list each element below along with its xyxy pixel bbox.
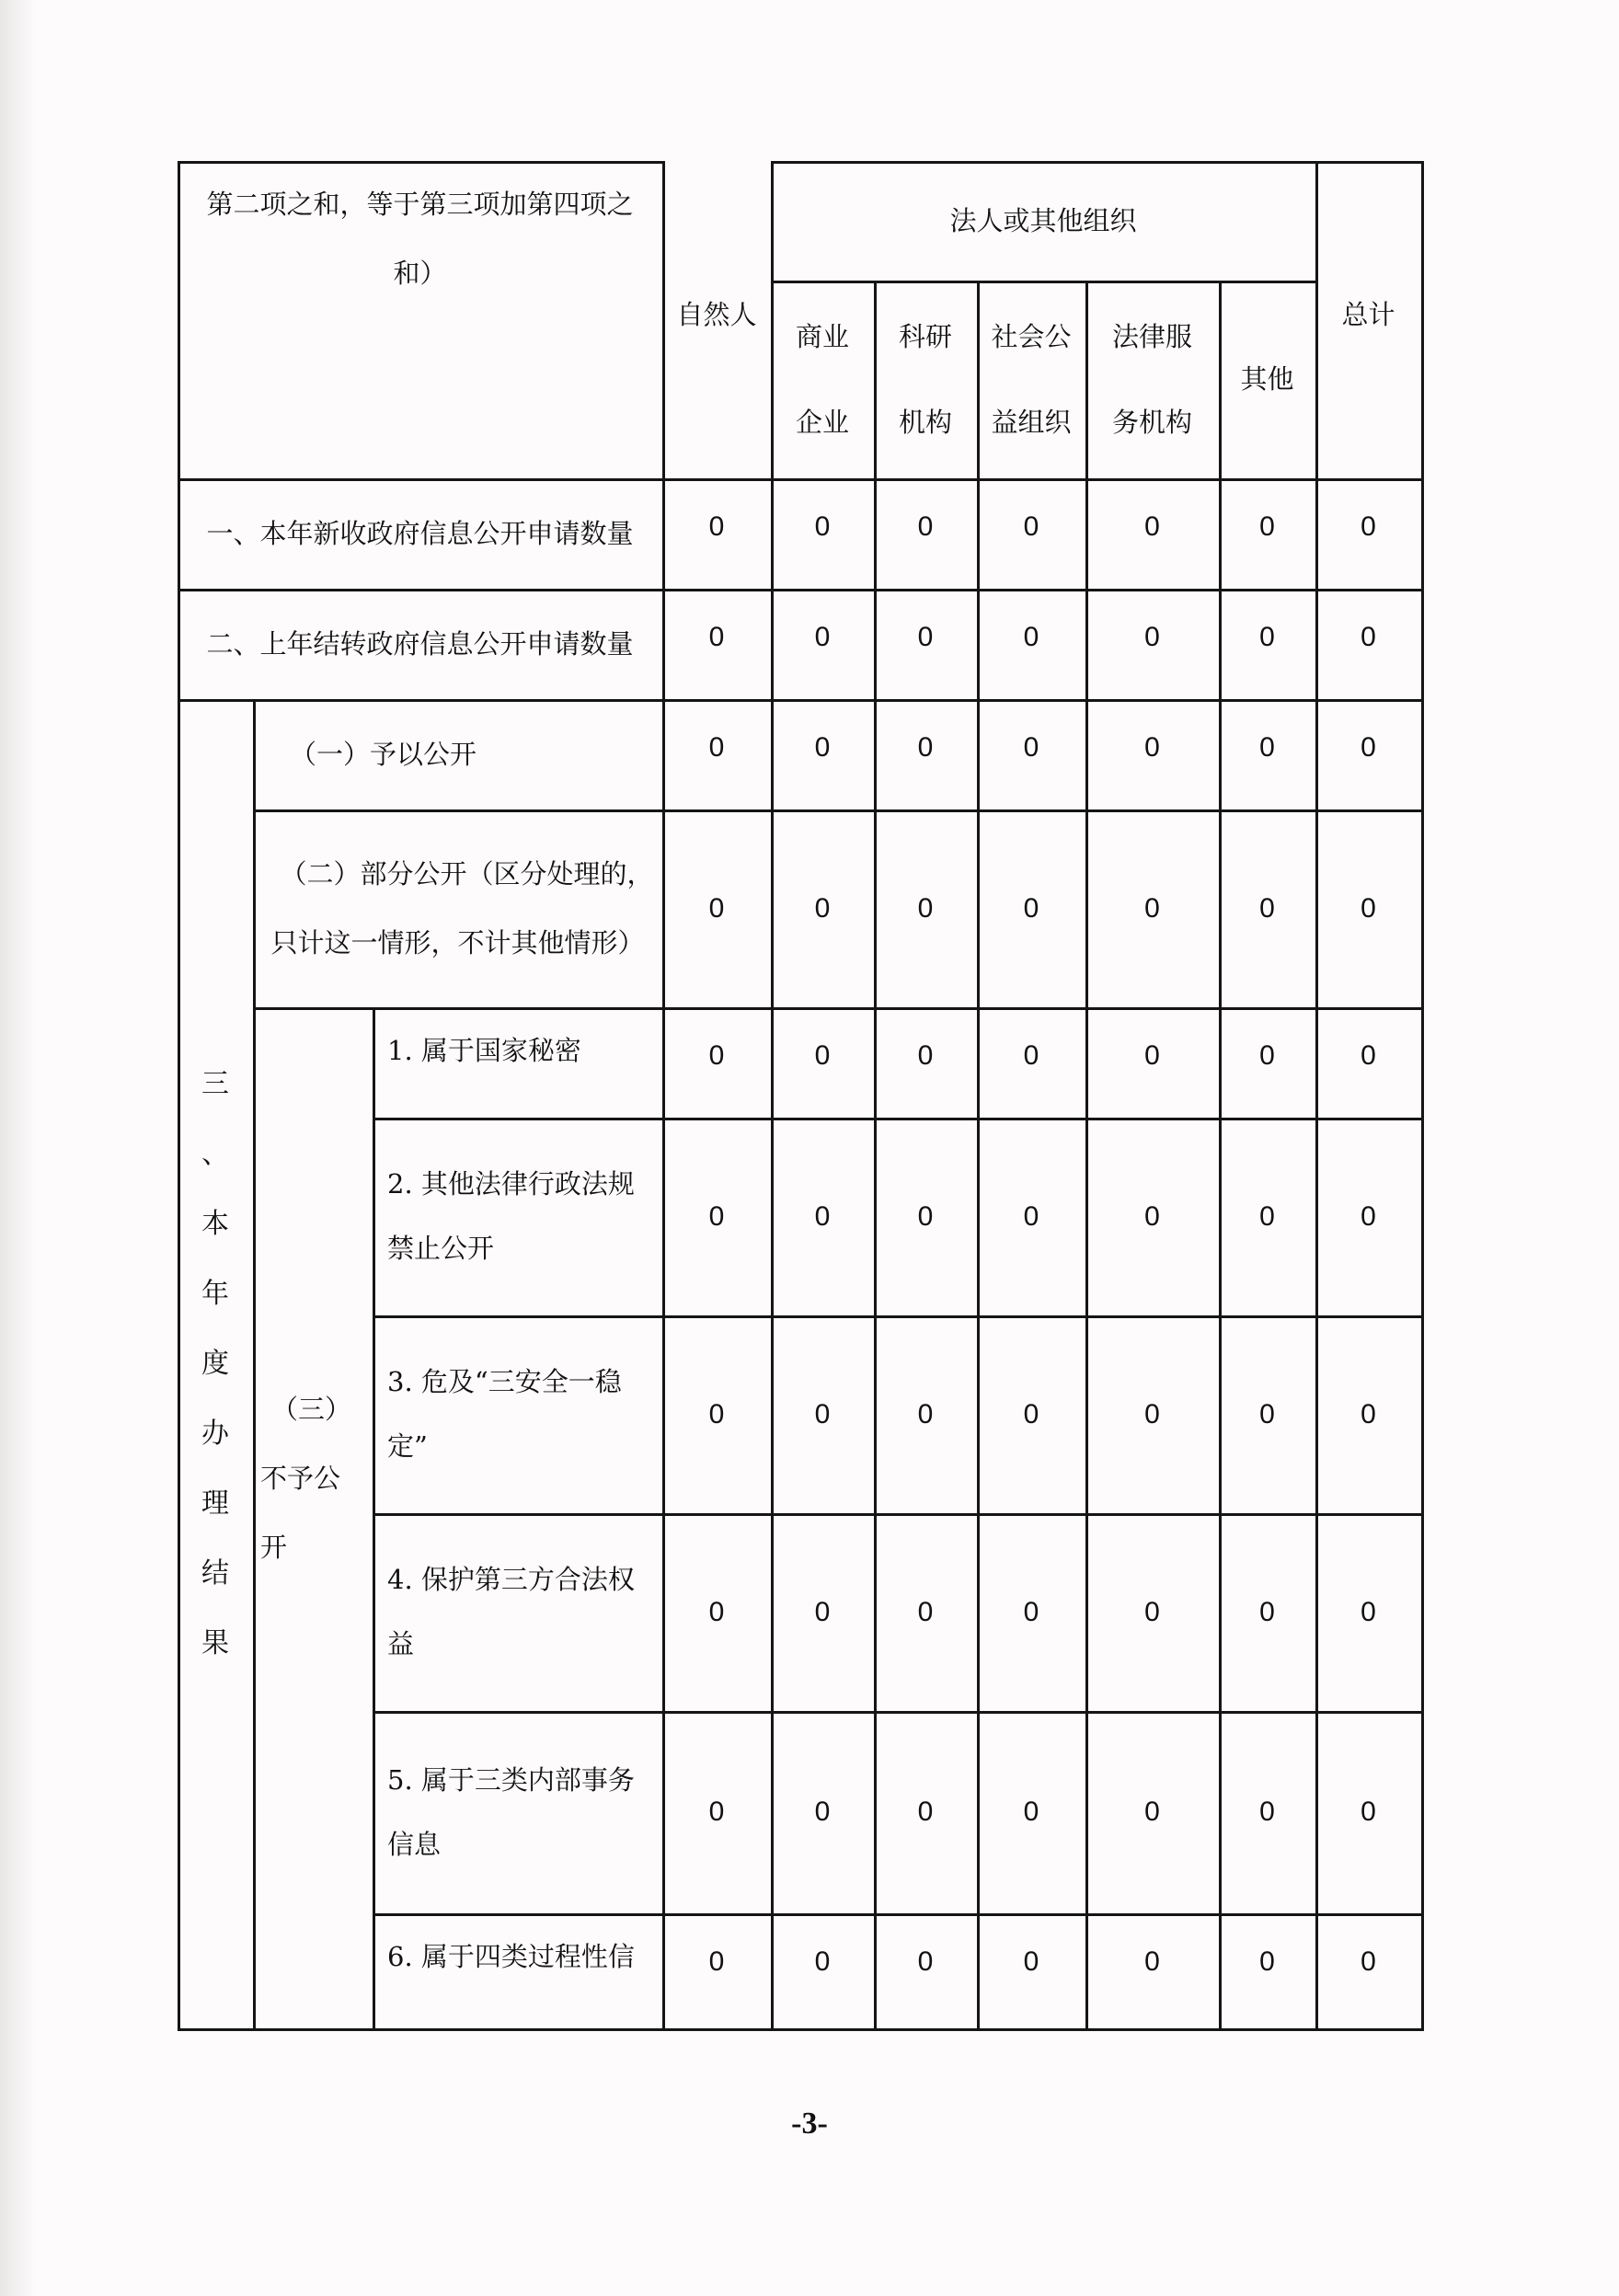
- value-business: 0: [814, 1398, 831, 1429]
- value-business: 0: [814, 1797, 831, 1827]
- value-other: 0: [1259, 892, 1275, 924]
- value-business: 0: [814, 1200, 831, 1232]
- value-natural-person: 0: [708, 892, 725, 924]
- value-natural-person: 0: [708, 1200, 725, 1232]
- sub3-not-disclosed-label: （三） 不予公 开: [260, 1394, 352, 1563]
- value-legal-services: 0: [1144, 892, 1160, 924]
- sub3-item-label: 3. 危及“三安全一稳 定”: [387, 1366, 622, 1462]
- header-col-business: 商业 企业: [795, 320, 849, 438]
- value-other: 0: [1259, 622, 1275, 652]
- value-natural-person: 0: [708, 1596, 725, 1627]
- grid-line-vertical: [662, 161, 665, 2031]
- value-public-welfare: 0: [1023, 1398, 1039, 1429]
- value-business: 0: [814, 1596, 831, 1627]
- value-research: 0: [917, 1596, 934, 1627]
- value-other: 0: [1259, 1596, 1275, 1627]
- value-business: 0: [814, 892, 831, 924]
- value-total: 0: [1361, 732, 1376, 763]
- value-natural-person: 0: [708, 1398, 725, 1429]
- header-title-line1: 第二项之和，等于第三项加第四项之: [206, 189, 634, 220]
- value-other: 0: [1259, 1797, 1275, 1827]
- grid-line-horizontal: [373, 1711, 1424, 1714]
- row-new-requests-label: 一、本年新收政府信息公开申请数量: [206, 517, 634, 549]
- value-natural-person: 0: [708, 622, 725, 652]
- value-public-welfare: 0: [1023, 1040, 1039, 1071]
- value-legal-services: 0: [1144, 622, 1160, 652]
- grid-line-horizontal: [253, 1007, 1424, 1010]
- header-total: 总计: [1341, 299, 1395, 330]
- header-natural-person: 自然人: [676, 299, 757, 330]
- value-legal-services: 0: [1144, 511, 1160, 542]
- value-total: 0: [1361, 1797, 1376, 1827]
- header-title-cell: [178, 161, 662, 299]
- value-research: 0: [917, 1200, 934, 1232]
- value-legal-services: 0: [1144, 1596, 1160, 1627]
- page-number: -3-: [791, 2107, 828, 2141]
- grid-line-vertical: [977, 281, 980, 2031]
- header-col-research: 科研 机构: [898, 320, 952, 438]
- header-col-public-welfare: 社会公 益组织: [991, 320, 1072, 438]
- header-col-other: 其他: [1240, 363, 1294, 396]
- value-legal-services: 0: [1144, 1398, 1160, 1429]
- value-public-welfare: 0: [1023, 892, 1039, 924]
- value-public-welfare: 0: [1023, 1946, 1039, 1977]
- value-natural-person: 0: [708, 732, 725, 763]
- value-legal-services: 0: [1144, 1946, 1160, 1977]
- value-research: 0: [917, 1398, 934, 1429]
- grid-line-vertical: [178, 161, 180, 2031]
- sub3-item-label: 5. 属于三类内部事务 信息: [387, 1763, 635, 1860]
- header-legal-entities-group: 法人或其他组织: [949, 204, 1137, 236]
- grid-line-horizontal: [373, 1913, 1424, 1916]
- sub3-item-label: 4. 保护第三方合法权 益: [387, 1564, 635, 1659]
- sub1-disclosed-label: （一）予以公开: [290, 738, 477, 770]
- sub2-partially-disclosed-label: （二）部分公开（区分处理的， 只计这一情形，不计其他情形）: [270, 857, 654, 959]
- value-total: 0: [1361, 1040, 1376, 1071]
- grid-line-vertical: [1421, 161, 1424, 2031]
- grid-line-horizontal: [373, 1513, 1424, 1516]
- value-other: 0: [1259, 1946, 1275, 1977]
- section3-title: 三 、 本 年 度 办 理 结 果: [201, 1067, 229, 1659]
- value-total: 0: [1361, 511, 1376, 542]
- grid-line-horizontal: [373, 1315, 1424, 1318]
- value-natural-person: 0: [708, 1797, 725, 1827]
- grid-line-horizontal: [178, 589, 1424, 591]
- grid-line-vertical: [771, 161, 774, 2031]
- value-research: 0: [917, 892, 934, 924]
- value-other: 0: [1259, 1398, 1275, 1429]
- grid-line-vertical: [1315, 161, 1318, 2031]
- value-public-welfare: 0: [1023, 511, 1039, 542]
- value-legal-services: 0: [1144, 1040, 1160, 1071]
- grid-line-horizontal: [771, 161, 1424, 164]
- value-business: 0: [814, 1040, 831, 1071]
- sub3-item-label: 6. 属于四类过程性信: [387, 1941, 635, 1972]
- header-title-line2: 和）: [393, 257, 447, 289]
- value-total: 0: [1361, 1200, 1376, 1232]
- value-research: 0: [917, 732, 934, 763]
- grid-line-vertical: [373, 1007, 375, 2031]
- value-natural-person: 0: [708, 1946, 725, 1977]
- value-legal-services: 0: [1144, 732, 1160, 763]
- value-research: 0: [917, 1797, 934, 1827]
- page-edge-shadow: [0, 0, 37, 2296]
- grid-line-horizontal: [178, 2028, 1424, 2031]
- value-total: 0: [1361, 1946, 1376, 1977]
- value-total: 0: [1361, 622, 1376, 652]
- grid-line-horizontal: [253, 809, 1424, 812]
- grid-line-horizontal: [373, 1118, 1424, 1120]
- value-research: 0: [917, 1946, 934, 1977]
- value-research: 0: [917, 511, 934, 542]
- value-total: 0: [1361, 892, 1376, 924]
- value-business: 0: [814, 732, 831, 763]
- value-other: 0: [1259, 511, 1275, 542]
- grid-line-horizontal: [178, 161, 665, 164]
- value-other: 0: [1259, 1200, 1275, 1232]
- grid-line-vertical: [253, 699, 256, 2031]
- grid-line-vertical: [874, 281, 877, 2031]
- value-public-welfare: 0: [1023, 1200, 1039, 1232]
- grid-line-horizontal: [178, 478, 1424, 481]
- value-natural-person: 0: [708, 511, 725, 542]
- value-research: 0: [917, 622, 934, 652]
- value-business: 0: [814, 1946, 831, 1977]
- value-total: 0: [1361, 1398, 1376, 1429]
- value-public-welfare: 0: [1023, 622, 1039, 652]
- grid-line-vertical: [1219, 281, 1222, 2031]
- value-public-welfare: 0: [1023, 732, 1039, 763]
- row-carried-over-label: 二、上年结转政府信息公开申请数量: [206, 627, 634, 660]
- value-total: 0: [1361, 1596, 1376, 1627]
- grid-line-horizontal: [178, 699, 1424, 702]
- value-business: 0: [814, 511, 831, 542]
- value-other: 0: [1259, 1040, 1275, 1071]
- header-col-legal-services: 法律服 务机构: [1111, 320, 1192, 438]
- value-legal-services: 0: [1144, 1200, 1160, 1232]
- value-public-welfare: 0: [1023, 1797, 1039, 1827]
- grid-line-horizontal: [771, 281, 1318, 283]
- value-business: 0: [814, 622, 831, 652]
- value-natural-person: 0: [708, 1040, 725, 1071]
- value-public-welfare: 0: [1023, 1596, 1039, 1627]
- sub3-item-label: 1. 属于国家秘密: [387, 1035, 581, 1066]
- grid-line-vertical: [1085, 281, 1088, 2031]
- value-other: 0: [1259, 732, 1275, 763]
- sub3-item-label: 2. 其他法律行政法规 禁止公开: [387, 1168, 635, 1264]
- value-research: 0: [917, 1040, 934, 1071]
- value-legal-services: 0: [1144, 1797, 1160, 1827]
